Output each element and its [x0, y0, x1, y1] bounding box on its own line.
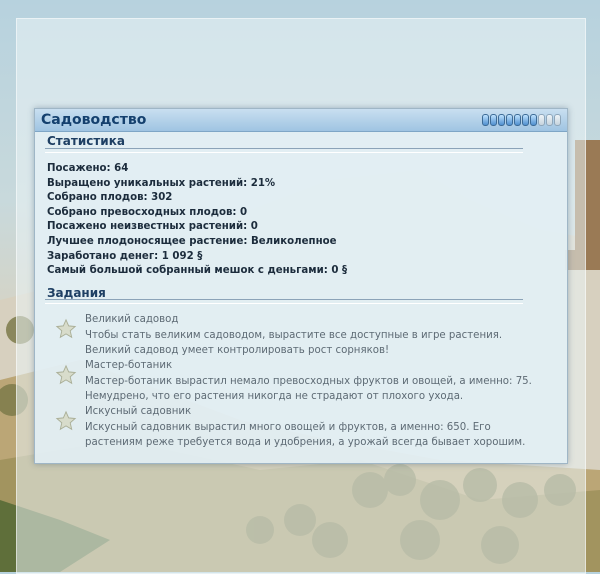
tasks-heading: Задания [47, 286, 106, 300]
star-icon [55, 364, 77, 386]
task-name: Искусный садовник [85, 406, 192, 417]
stat-row: Посажено неизвестных растений: 0 [47, 221, 258, 233]
stat-row: Заработано денег: 1 092 § [47, 250, 203, 262]
task-description: Искусный садовник вырастил много овощей и фруктов, а именно: 650. Его растениям реже требуется вода и удобрения, а урожай всегда бывает хорошим. [85, 422, 526, 448]
stat-row: Собрано превосходных плодов: 0 [47, 206, 248, 218]
skill-level-segment [482, 114, 489, 126]
task-name: Мастер-ботаник [85, 360, 173, 371]
task-name: Великий садовод [85, 314, 179, 325]
stat-row: Собрано плодов: 302 [47, 192, 173, 204]
window-title: Садоводство [41, 112, 147, 128]
skill-level-meter [482, 114, 561, 126]
skill-level-segment [506, 114, 513, 126]
statistics-heading: Статистика [47, 134, 125, 148]
star-icon [55, 318, 77, 340]
skill-level-segment [522, 114, 529, 126]
skill-level-segment [514, 114, 521, 126]
skill-level-segment [538, 114, 545, 126]
stat-row: Выращено уникальных растений: 21% [47, 177, 276, 189]
stat-row: Посажено: 64 [47, 163, 129, 174]
statistics-divider [45, 148, 523, 153]
title-bar[interactable] [35, 109, 567, 132]
skill-level-segment [498, 114, 505, 126]
skill-level-segment [530, 114, 537, 126]
skill-level-segment [546, 114, 553, 126]
journal-content[interactable] [35, 132, 567, 462]
skill-level-segment [490, 114, 497, 126]
skill-level-segment [554, 114, 561, 126]
star-icon [55, 410, 77, 432]
stat-row: Лучшее плодоносящее растение: Великолепное [47, 235, 337, 247]
tasks-divider [45, 299, 523, 304]
statistics-list [47, 162, 347, 279]
task-description: Чтобы стать великим садоводом, вырастите все доступные в игре растения. Великий садовод умеет контролировать рост сорняков! [85, 330, 503, 356]
task-description: Мастер-ботаник вырастил немало превосходных фруктов и овощей, а именно: 75. Немудрено, что его растения никогда не страдают от плохого ухода. [85, 376, 532, 402]
stat-row: Самый большой собранный мешок с деньгами: 0 § [47, 265, 348, 277]
skill-journal-panel [34, 108, 568, 464]
